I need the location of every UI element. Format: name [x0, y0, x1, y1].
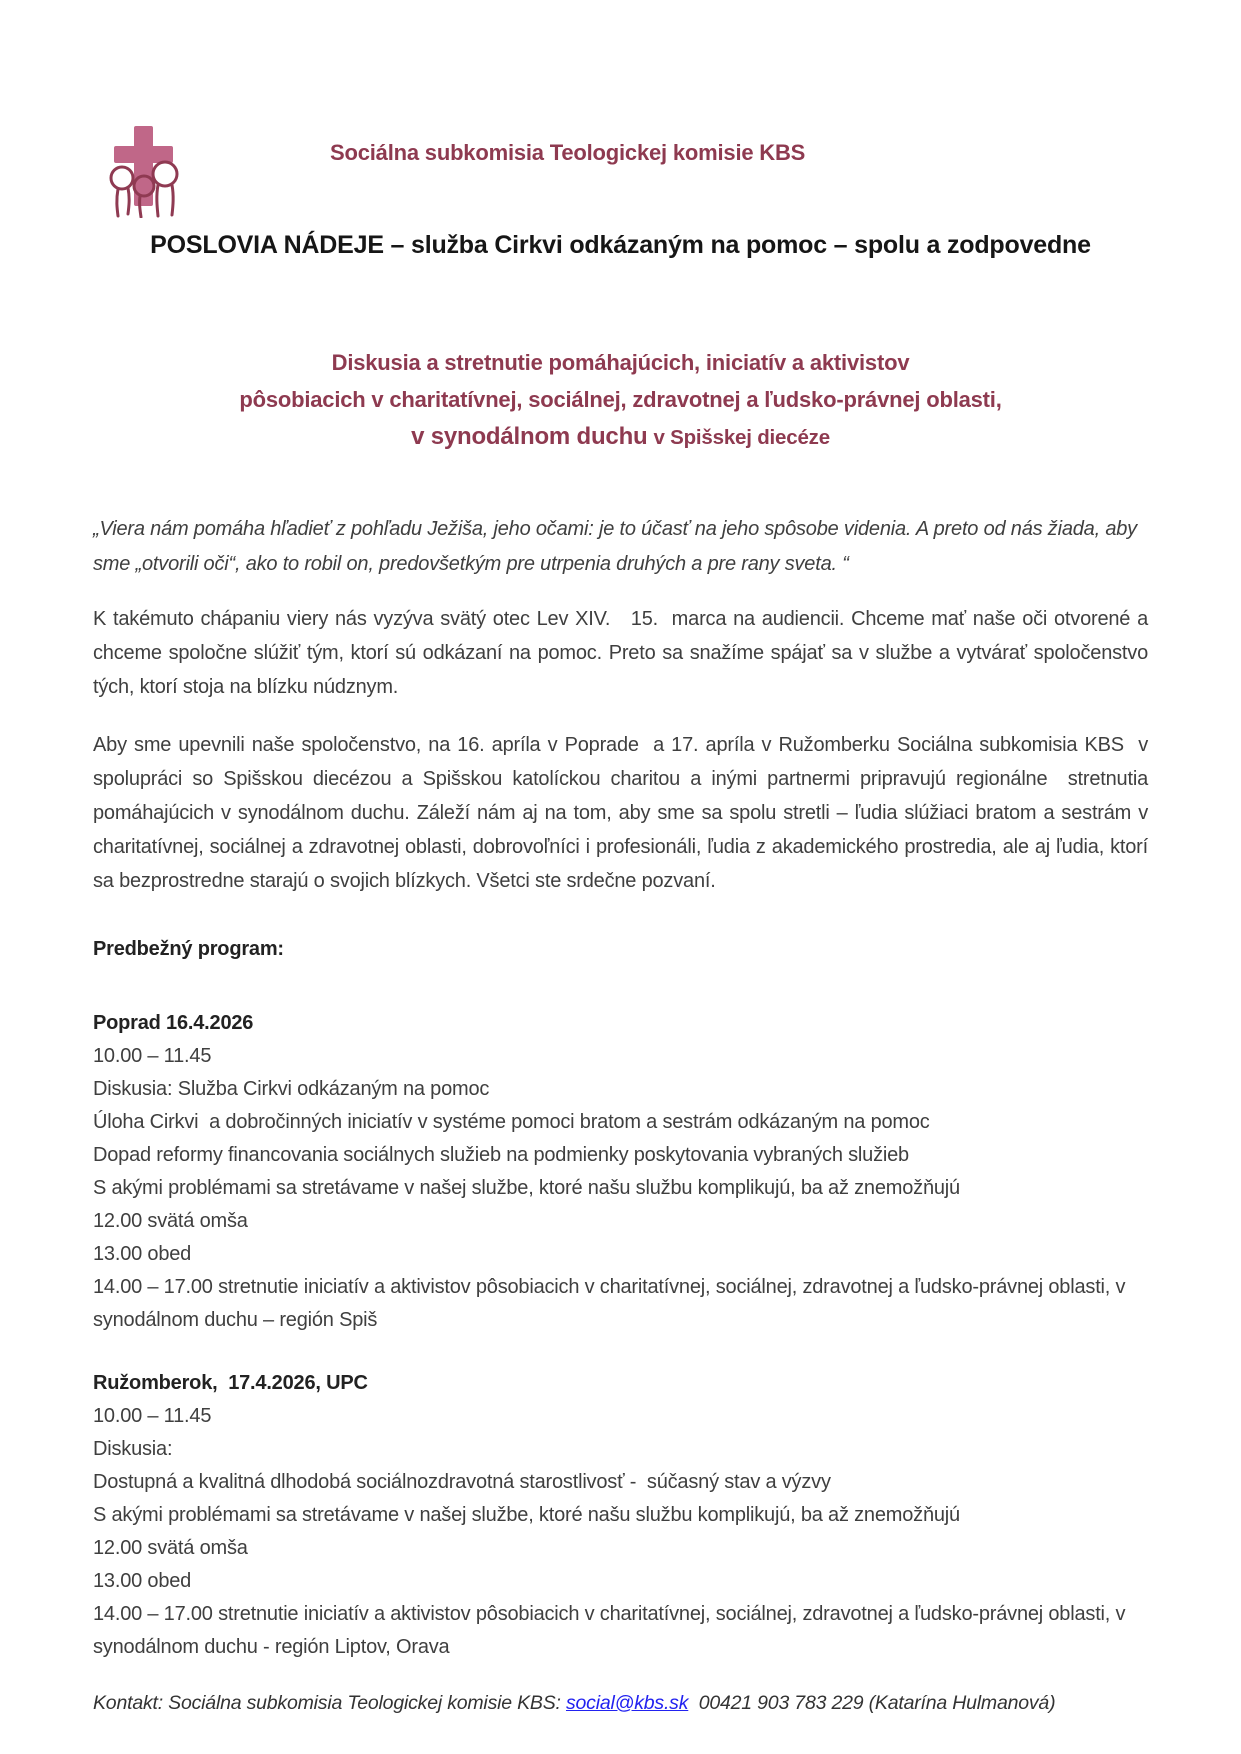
email-link[interactable]: social@kbs.sk: [565, 1692, 689, 1714]
quote-paragraph: „Viera nám pomáha hľadieť z pohľadu Ježiša, jeho očami: je to účasť na jeho spôsobe videnia. A preto od nás žiada, aby sme „otvorili oči“, ako to robil on, predovšetkým pre utrpenia druhých a pre rany sveta. “: [93, 518, 1137, 575]
body-paragraph-1: K takémuto chápaniu viery nás vyzýva svätý otec Lev XIV. 15. marca na audiencii. Chceme mať naše oči otvorené a chceme spoločne slúžiť tým, ktorí sú odkázaní na pomoc. Preto sa snažíme spájať sa v službe a vytvárať spoločenstvo tých, ktorí stoja na blízku núdznym.: [93, 608, 1148, 698]
subtitle-line-2: pôsobiacich v charitatívnej, sociálnej, zdravotnej a ľudsko-právnej oblasti,: [239, 387, 1002, 412]
program-line: S akými problémami sa stretávame v našej službe, ktoré našu službu komplikujú, ba až znemožňujú: [93, 1177, 960, 1199]
program-line: Dopad reformy financovania sociálnych služieb na podmienky poskytovania vybraných služieb: [93, 1144, 909, 1166]
subtitle-line-3-small: v Spišskej diecéze: [653, 426, 830, 449]
program-line: Diskusia: Služba Cirkvi odkázaným na pomoc: [93, 1078, 490, 1100]
org-name: Sociálna subkomisia Teologickej komisie KBS: [330, 140, 806, 165]
subtitle-line-1: Diskusia a stretnutie pomáhajúcich, iniciatív a aktivistov: [331, 350, 910, 375]
program-line: 14.00 – 17.00 stretnutie iniciatív a aktivistov pôsobiacich v charitatívnej, sociálnej, zdravotnej a ľudsko-právnej oblasti, v synodálnom duchu – región Spiš: [93, 1276, 1126, 1331]
org-logo: [100, 120, 192, 218]
program-line: S akými problémami sa stretávame v našej službe, ktoré našu službu komplikujú, ba až znemožňujú: [93, 1504, 960, 1526]
program-section-poprad: [93, 1007, 1148, 1337]
program-heading: Predbežný program:: [93, 938, 284, 960]
program-line: 10.00 – 11.45: [93, 1045, 212, 1067]
program-line: 10.00 – 11.45: [93, 1405, 212, 1427]
program-line: 12.00 svätá omša: [93, 1537, 248, 1559]
program-line: Diskusia:: [93, 1438, 173, 1460]
subtitle-line-3: [93, 418, 1148, 456]
contact-footer: [93, 1688, 1148, 1718]
contact-prefix: Kontakt: Sociálna subkomisia Teologickej komisie KBS:: [93, 1692, 566, 1714]
document-title: POSLOVIA NÁDEJE – služba Cirkvi odkázaným na pomoc – spolu a zodpovedne: [150, 231, 1091, 259]
program-line: Dostupná a kvalitná dlhodobá sociálnozdravotná starostlivosť - súčasný stav a výzvy: [93, 1471, 831, 1493]
subtitle-line-3-main: v synodálnom duchu: [411, 423, 648, 450]
program-ruzomberok-title: Ružomberok, 17.4.2026, UPC: [93, 1372, 368, 1394]
program-line: 13.00 obed: [93, 1570, 192, 1592]
program-line: 13.00 obed: [93, 1243, 192, 1265]
body-paragraph-2: Aby sme upevnili naše spoločenstvo, na 16. apríla v Poprade a 17. apríla v Ružomberku Sociálna subkomisia KBS v spolupráci so Spišskou diecézou a Spišskou katolíckou charitou a inými partnermi pripravujú regionálne stretnutia pomáhajúcich v synodálnom duchu. Záleží nám aj na tom, aby sme sa spolu stretli – ľudia slúžiaci bratom a sestrám v charitatívnej, sociálnej a zdravotnej oblasti, dobrovoľníci i profesionáli, ľudia z akademického prostredia, ale aj ľudia, ktorí sa bezprostredne starajú o svojich blízkych. Všetci ste srdečne pozvaní.: [93, 734, 1148, 892]
program-line: 14.00 – 17.00 stretnutie iniciatív a aktivistov pôsobiacich v charitatívnej, sociálnej, zdravotnej a ľudsko-právnej oblasti, v synodálnom duchu - región Liptov, Orava: [93, 1603, 1126, 1658]
program-line: 12.00 svätá omša: [93, 1210, 248, 1232]
contact-suffix: 00421 903 783 229 (Katarína Hulmanová): [688, 1692, 1056, 1714]
program-poprad-title: Poprad 16.4.2026: [93, 1012, 254, 1034]
subtitle-block: [93, 344, 1148, 456]
program-line: Úloha Cirkvi a dobročinných iniciatív v systéme pomoci bratom a sestrám odkázaným na pomoc: [93, 1111, 930, 1133]
program-section-ruzomberok: [93, 1367, 1148, 1664]
